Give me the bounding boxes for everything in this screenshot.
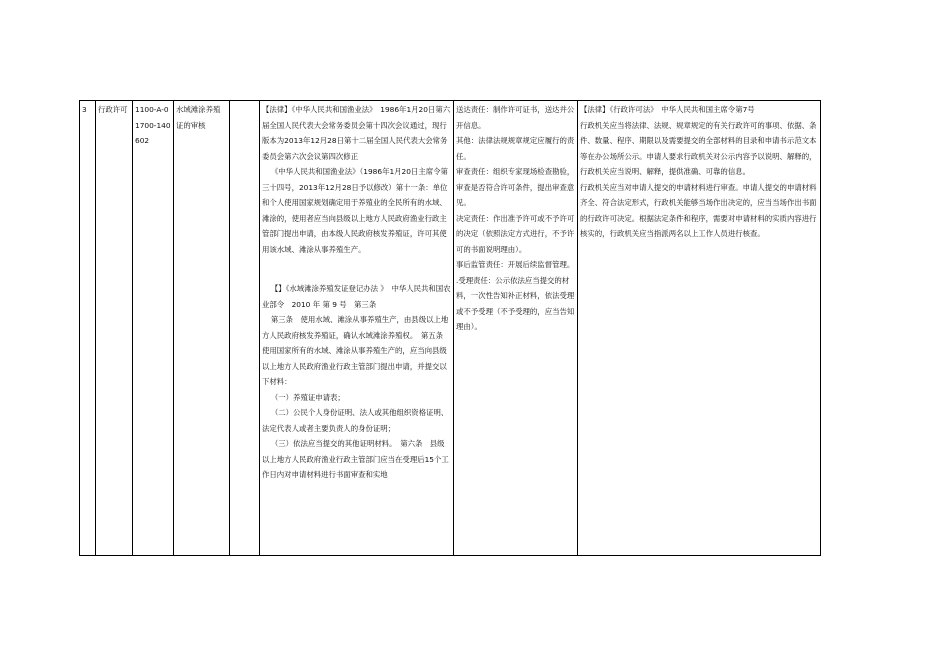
item-code: 1100-A-01700-140602 — [133, 101, 174, 556]
basis-paragraph: （一）养殖证申请表； — [270, 392, 345, 402]
duty-basis-cell — [578, 101, 821, 556]
duty-item: 审查责任：组织专家现场检查勘验，审查是否符合许可条件，提出审查意见。 — [456, 167, 575, 207]
basis-paragraph: 【】《水域滩涂养殖发证登记办法 》 中华人民共和国农业部令 2010 年 第 9 号 第三条 — [262, 284, 451, 309]
item-type: 行政许可 — [96, 101, 133, 556]
basis-paragraph: 【法律】《中华人民共和国渔业法》 1986年1月20日第六届全国人民代表大会常务委员会第十四次会议通过，现行版本为2013年12月28日第十二届全国人民代表大会常务委员会第六次会议第四次修正 — [262, 105, 451, 161]
duty-item: 送达责任：制作许可证书，送达并公开信息。 — [456, 105, 575, 130]
basis-paragraph: （二）公民个人身份证明、法人或其他组织资格证明、法定代表人或者主要负责人的身份证明； — [262, 408, 449, 433]
duty-cell — [454, 101, 578, 556]
duty-basis-paragraph: 行政机关应当将法律、法规、规章规定的有关行政许可的事项、依据、条件、数量、程序、期限以及需要提交的全部材料的目录和申请书示范文本等在办公场所公示。申请人要求行政机关对公示内容予以说明、解释的，行政机关应当说明、解释，提供准确、可靠的信息。 — [580, 120, 817, 176]
legal-basis-cell — [260, 101, 454, 556]
basis-paragraph: 《中华人民共和国渔业法》（1986年1月20日主席令第三十四号，2013年12月28日予以修改）第十一条：单位和个人使用国家规划确定用于养殖业的全民所有的水域、滩涂的，使用者应当向县级以上地方人民政府渔业行政主管部门提出申请，由本级人民政府核发养殖证，许可其使用该水域、滩涂从事养殖生产。 — [262, 167, 448, 254]
duty-item: 事后监管责任：开展后续监督管理。 — [456, 260, 575, 269]
duty-item: 决定责任：作出准予许可或不予许可的决定（依照法定方式进行，不予许可的书面说明理由）。 — [456, 213, 575, 254]
duty-basis-paragraph: 行政机关应当对申请人提交的申请材料进行审查。申请人提交的申请材料齐全、符合法定形式，行政机关能够当场作出决定的，应当当场作出书面的行政许可决定。根据法定条件和程序，需要对申请材料的实质内容进行核实的，行政机关应当指派两名以上工作人员进行核查。 — [580, 182, 817, 238]
basis-paragraph: 第三条 使用水域、滩涂从事养殖生产，由县级以上地方人民政府核发养殖证，确认水域滩涂养殖权。 第五条 使用国家所有的水域、滩涂从事养殖生产的，应当向县级以上地方人民政府渔业行政主管部门提出申请，并提交以下材料： — [262, 315, 451, 386]
duty-item: .受理责任：公示依法应当提交的材料，一次性告知补正材料，依法受理或不予受理（不予受理的，应当告知理由）。 — [456, 275, 575, 331]
duty-item: 其他：法律法规规章规定应履行的责任。 — [456, 136, 575, 161]
item-name: 水域滩涂养殖证的审核 — [174, 101, 230, 556]
permit-table — [79, 100, 821, 556]
spacer — [262, 257, 451, 281]
basis-paragraph: （三）依法应当提交的其他证明材料。 第六条 县级以上地方人民政府渔业行政主管部门应当在受理后15个工作日内对申请材料进行书面审查和实地 — [262, 439, 449, 479]
duty-basis-paragraph: 【法律】《行政许可法》 中华人民共和国主席令第7号 — [580, 105, 755, 114]
empty-cell — [230, 101, 260, 556]
table-row — [80, 101, 821, 556]
row-number: 3 — [80, 101, 96, 556]
